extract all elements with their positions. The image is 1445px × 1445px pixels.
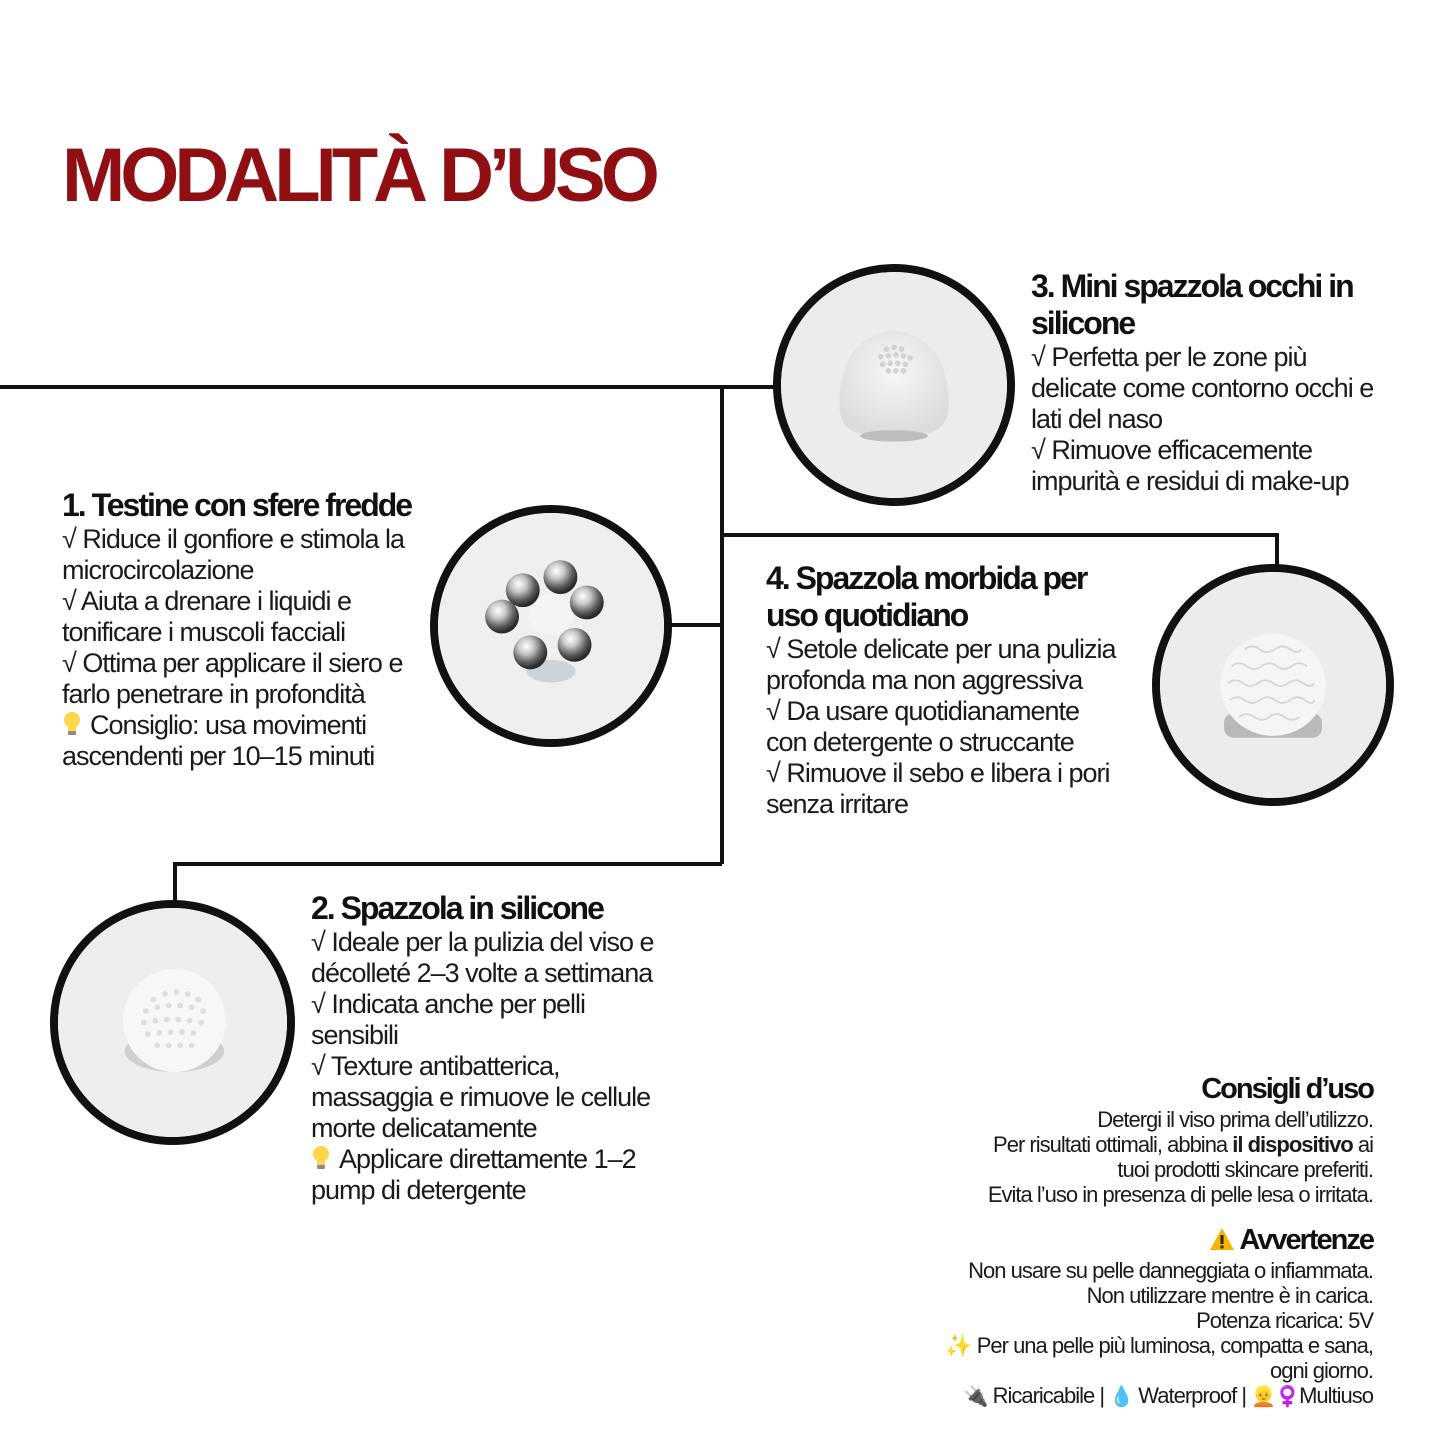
tips-line: Per risultati ottimali, abbina il dispositivo ai <box>993 1132 1373 1157</box>
step2-line: décolleté 2–3 volte a settimana <box>311 958 653 988</box>
tips-line: tuoi prodotti skincare preferiti. <box>1117 1157 1373 1182</box>
step2-tip-line: pump di detergente <box>311 1175 526 1205</box>
step1-line: farlo penetrare in profondità <box>62 679 365 709</box>
step1-tip-line: ascendenti per 10–15 minuti <box>62 741 375 771</box>
step1-line: √ Aiuta a drenare i liquidi e <box>62 586 352 616</box>
lightbulb-icon <box>311 1145 331 1171</box>
tips-line: Evita l’uso in presenza di pelle lesa o irritata. <box>987 1182 1373 1207</box>
step4-title: 4. Spazzola morbida per uso quotidiano <box>766 560 1087 633</box>
promo-line: ogni giorno. <box>1270 1358 1373 1383</box>
step4-line: profonda ma non aggressiva <box>766 665 1083 695</box>
step3-product-image <box>773 264 1015 506</box>
feature-waterproof: Waterproof <box>1138 1383 1237 1408</box>
step1-product-image <box>430 505 672 747</box>
tips-section <box>853 1072 1373 1410</box>
page-title: MODALITÀ D’USO <box>62 133 655 218</box>
plug-icon: 🔌 <box>963 1386 988 1408</box>
step2-line: √ Texture antibatterica, <box>311 1051 560 1081</box>
feature-multiuse: Multiuso <box>1299 1383 1373 1408</box>
warning-line: Non utilizzare mentre è in carica. <box>1086 1283 1373 1308</box>
step1-block <box>62 487 442 772</box>
warnings-title: Avvertenze <box>853 1223 1373 1257</box>
step2-product-image <box>50 900 295 1145</box>
step3-line: √ Rimuove efficacemente <box>1031 435 1312 465</box>
sparkles-icon: ✨ <box>945 1333 972 1358</box>
step2-title: 2. Spazzola in silicone <box>311 890 603 926</box>
people-icon: 👱♀️ <box>1251 1386 1300 1408</box>
step4-line: √ Rimuove il sebo e libera i pori <box>766 758 1110 788</box>
step3-line: lati del naso <box>1031 404 1163 434</box>
step3-line: √ Perfetta per le zone più <box>1031 342 1307 372</box>
step4-line: con detergente o struccante <box>766 727 1074 757</box>
step4-block <box>766 560 1156 820</box>
promo-line: ✨ Per una pelle più luminosa, compatta e sana, <box>945 1333 1373 1358</box>
tips-line: Detergi il viso prima dell’utilizzo. <box>1097 1107 1373 1132</box>
step2-line: sensibili <box>311 1020 399 1050</box>
step1-line: tonificare i muscoli facciali <box>62 617 346 647</box>
step3-line: delicate come contorno occhi e <box>1031 373 1374 403</box>
tips-title: Consigli d’uso <box>1201 1073 1373 1105</box>
step3-title: 3. Mini spazzola occhi in silicone <box>1031 268 1353 341</box>
step4-line: √ Da usare quotidianamente <box>766 696 1080 726</box>
step4-line: √ Setole delicate per una pulizia <box>766 634 1116 664</box>
lightbulb-icon <box>62 711 82 737</box>
step3-line: impurità e residui di make-up <box>1031 466 1349 496</box>
step3-block <box>1031 268 1421 497</box>
step1-line: √ Ottima per applicare il siero e <box>62 648 403 678</box>
step2-block <box>311 890 701 1206</box>
step1-tip: Consiglio: usa movimenti <box>62 710 442 741</box>
step4-line: senza irritare <box>766 789 909 819</box>
step2-line: morte delicatamente <box>311 1113 537 1143</box>
step4-product-image <box>1152 564 1394 806</box>
step2-line: √ Indicata anche per pelli <box>311 989 586 1019</box>
water-drop-icon: 💧 <box>1109 1386 1134 1408</box>
step1-line: microcircolazione <box>62 555 254 585</box>
step2-tip: Applicare direttamente 1–2 <box>311 1144 701 1175</box>
warning-line: Potenza ricarica: 5V <box>1196 1308 1373 1333</box>
step1-line: √ Riduce il gonfiore e stimola la <box>62 524 404 554</box>
feature-rechargeable: Ricaricabile <box>992 1383 1095 1408</box>
step2-line: massaggia e rimuove le cellule <box>311 1082 651 1112</box>
warning-line: Non usare su pelle danneggiata o infiammata. <box>968 1258 1373 1283</box>
features-line: 🔌 Ricaricabile | 💧 Waterproof | 👱♀️Multiuso <box>963 1383 1373 1408</box>
step1-title: 1. Testine con sfere fredde <box>62 487 412 523</box>
step2-line: √ Ideale per la pulizia del viso e <box>311 927 654 957</box>
warning-icon <box>1209 1227 1235 1251</box>
